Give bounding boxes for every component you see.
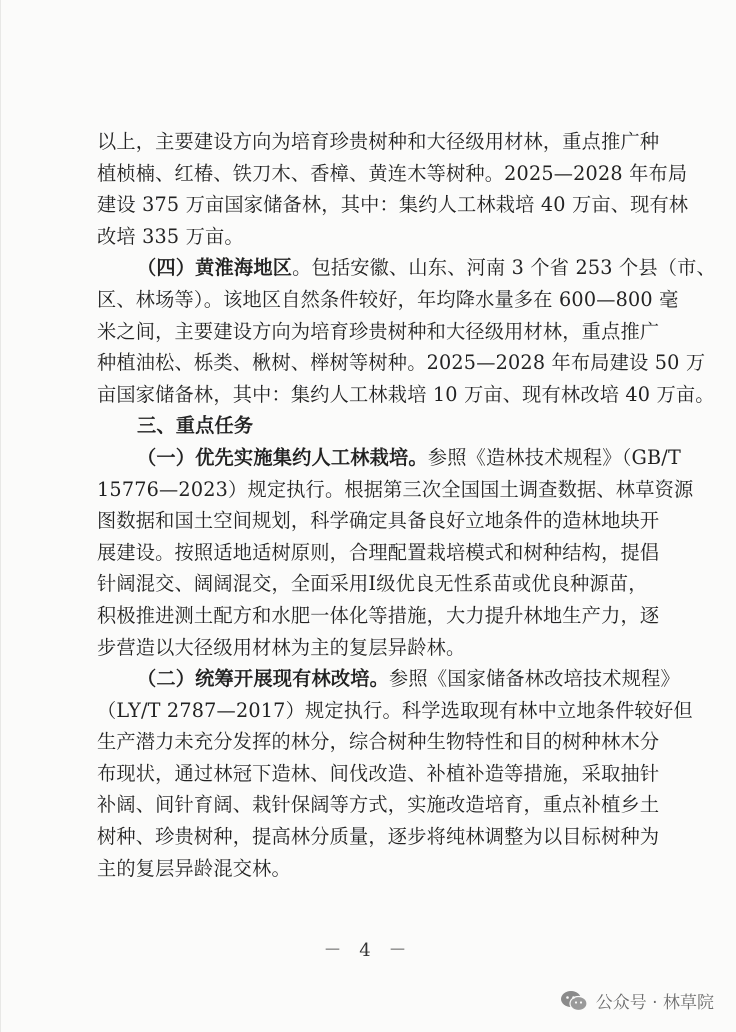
body-line: （LY/T 2787—2017）规定执行。科学选取现有林中立地条件较好但 [97, 698, 693, 722]
body-line: 补阔、间针育阔、栽针保阔等方式，实施改造培育，重点补植乡土 [97, 793, 660, 817]
body-line: 积极推进测土配方和水肥一体化等措施，大力提升林地生产力，逐 [97, 603, 660, 627]
body-line: 布现状，通过林冠下造林、间伐改造、补植补造等措施，采取抽针 [97, 761, 660, 785]
body-line: 区、林场等）。该地区自然条件较好，年均降水量多在 600—800 毫 [97, 287, 679, 311]
document-body [97, 126, 716, 884]
task-1-heading: （一）优先实施集约人工林栽培。 [137, 445, 428, 469]
body-line: 改培 335 万亩。 [97, 224, 244, 248]
body-line: 建设 375 万亩国家储备林，其中：集约人工林栽培 40 万亩、现有林 [97, 193, 689, 217]
section-4-first-rest: 。包括安徽、山东、河南 3 个省 253 个县（市、 [292, 256, 716, 280]
body-line: 种植油松、栎类、楸树、榉树等树种。2025—2028 年布局建设 50 万 [97, 351, 706, 375]
section-3-heading: 三、重点任务 [137, 414, 254, 438]
body-line: 植桢楠、红椿、铁刀木、香樟、黄连木等树种。2025—2028 年布局 [97, 161, 688, 185]
section-4-first-line [97, 252, 716, 284]
body-line: 15776—2023）规定执行。根据第三次全国国土调查数据、林草资源 [97, 477, 694, 501]
body-line: 展建设。按照适地适树原则，合理配置栽培模式和树种结构，提倡 [97, 540, 660, 564]
body-line: 针阔混交、阔阔混交，全面采用Ⅰ级优良无性系苗或优良种源苗， [97, 572, 648, 596]
body-line: 步营造以大径级用材林为主的复层异龄林。 [97, 635, 466, 659]
wechat-icon [560, 990, 588, 1012]
task-2-first-rest: 参照《国家储备林改培技术规程》 [389, 667, 680, 691]
task-1-first-rest: 参照《造林技术规程》（GB/T [427, 445, 681, 469]
body-line: 亩国家储备林，其中：集约人工林栽培 10 万亩、现有林改培 40 万亩。 [97, 382, 715, 406]
wechat-watermark [560, 988, 714, 1013]
body-line: 生产潜力未充分发挥的林分，综合树种生物特性和目的树种林木分 [97, 730, 660, 754]
body-line: 树种、珍贵树种，提高林分质量，逐步将纯林调整为以目标树种为 [97, 825, 660, 849]
body-line: 主的复层异龄混交林。 [97, 856, 291, 880]
task-1-first-line [97, 442, 681, 474]
task-2-heading: （二）统筹开展现有林改培。 [137, 667, 390, 691]
body-line: 图数据和国土空间规划，科学确定具备良好立地条件的造林地块开 [97, 509, 660, 533]
watermark-text: 公众号 · 林草院 [595, 993, 714, 1013]
page-number: － 4 － [323, 940, 413, 961]
body-line: 以上，主要建设方向为培育珍贵树种和大径级用材林，重点推广种 [97, 130, 660, 153]
task-2-first-line [97, 663, 680, 695]
body-line: 米之间，主要建设方向为培育珍贵树种和大径级用材林，重点推广 [97, 319, 660, 343]
section-4-heading: （四）黄淮海地区 [137, 256, 293, 280]
